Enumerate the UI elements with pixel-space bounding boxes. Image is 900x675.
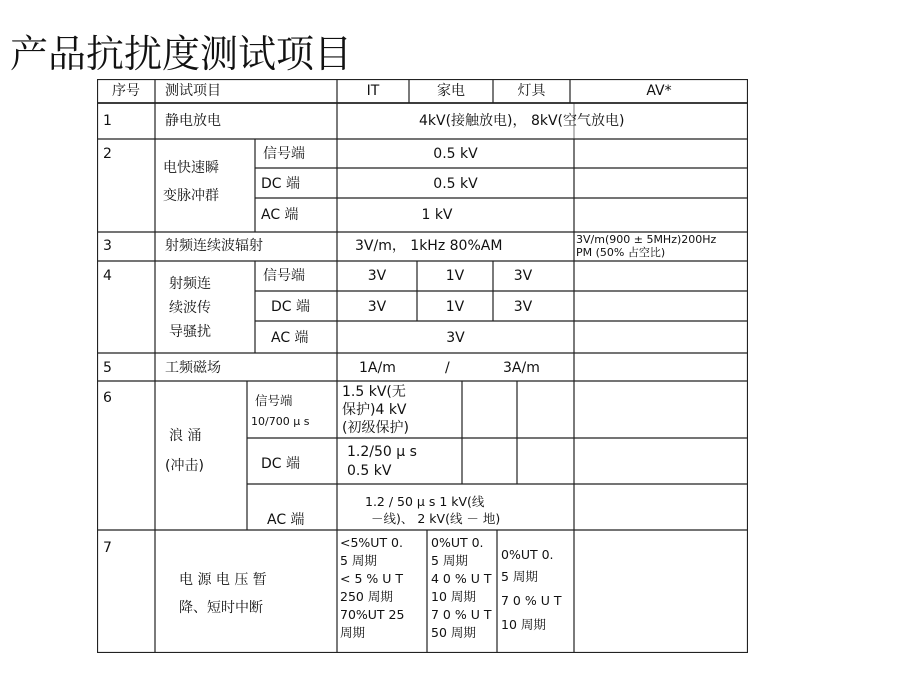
row7-light-line4: 10 周期 [501, 617, 546, 632]
row4-no: 4 [103, 268, 112, 284]
row5-no: 5 [103, 360, 112, 376]
row4-value-ac: 3V [446, 330, 465, 346]
row3-value: 3V/m， 1kHz 80%AM [355, 238, 503, 254]
row7-light-line1: 0%UT 0. [501, 547, 554, 562]
header-home: 家电 [437, 83, 465, 99]
row4-name-line2: 续波传 [169, 300, 211, 316]
row2-name-line1: 电快速瞬 [163, 160, 219, 176]
header-no: 序号 [112, 83, 140, 99]
row6-ac-line1: 1.2 / 50 μ s 1 kV(线 [365, 494, 485, 509]
row4-light-signal: 3V [513, 268, 533, 284]
row4-home-signal: 1V [445, 268, 465, 284]
row6-ac-line2: －线)、 2 kV(线 － 地) [371, 511, 501, 526]
row7-home-line1: 0%UT 0. [431, 535, 484, 550]
row6-port-ac: AC 端 [267, 512, 305, 528]
row4-name-line3: 导骚扰 [169, 324, 211, 340]
row2-no: 2 [103, 146, 112, 162]
row7-it-line5: 70%UT 25 [340, 607, 405, 622]
row1-name: 静电放电 [165, 113, 221, 129]
row5-light: 3A/m [503, 360, 540, 376]
row2-value-signal: 0.5 kV [433, 146, 478, 162]
row6-signal-line2: 保护)4 kV [342, 402, 407, 418]
row6-port-signal-waveform: 10/700 μ s [251, 415, 310, 428]
row4-home-dc: 1V [445, 299, 465, 315]
row7-home-line2: 5 周期 [431, 553, 468, 568]
row2-value-ac: 1 kV [421, 207, 453, 223]
row7-home-line3: 4 0 % U T [431, 571, 492, 586]
row5-it: 1A/m [359, 360, 396, 376]
row3-no: 3 [103, 238, 112, 254]
row6-port-dc: DC 端 [261, 456, 301, 472]
row6-signal-line1: 1.5 kV(无 [342, 384, 406, 400]
row7-it-line4: 250 周期 [340, 589, 393, 604]
header-it: IT [366, 83, 380, 99]
row7-home-line4: 10 周期 [431, 589, 476, 604]
immunity-test-table [97, 79, 748, 653]
row7-light-line3: 7 0 % U T [501, 593, 562, 608]
row7-it-line3: < 5 % U T [340, 571, 403, 586]
row7-name-line2: 降、短时中断 [179, 600, 263, 616]
row6-signal-line3: (初级保护) [342, 420, 409, 436]
row3-av-line1: 3V/m(900 ± 5MHz)200Hz [576, 233, 717, 246]
row6-dc-line1: 1.2/50 μ s [347, 444, 417, 460]
row2-port-signal: 信号端 [263, 146, 305, 162]
row2-port-dc: DC 端 [261, 176, 301, 192]
row6-name-line1: 浪 涌 [169, 428, 202, 444]
row4-light-dc: 3V [513, 299, 533, 315]
row7-light-line2: 5 周期 [501, 569, 538, 584]
row6-port-signal: 信号端 [255, 393, 293, 408]
header-av: AV* [646, 83, 672, 99]
row3-name: 射频连续波辐射 [165, 238, 263, 254]
header-light: 灯具 [517, 83, 546, 99]
row7-it-line6: 周期 [340, 625, 366, 640]
row4-port-dc: DC 端 [271, 299, 311, 315]
row1-no: 1 [103, 113, 112, 129]
row4-it-dc: 3V [367, 299, 387, 315]
row1-value: 4kV(接触放电)， 8kV(空气放电) [419, 113, 625, 129]
row4-it-signal: 3V [367, 268, 387, 284]
row7-name-line1: 电 源 电 压 暂 [179, 572, 267, 588]
row5-home: / [445, 360, 450, 376]
row6-name-line2: (冲击) [165, 458, 204, 474]
row5-name: 工频磁场 [165, 360, 221, 376]
row7-it-line2: 5 周期 [340, 553, 377, 568]
row6-no: 6 [103, 390, 112, 406]
page-title: 产品抗扰度测试项目 [10, 32, 353, 76]
row2-name-line2: 变脉冲群 [163, 188, 219, 204]
row7-home-line6: 50 周期 [431, 625, 476, 640]
row6-dc-line2: 0.5 kV [347, 463, 392, 479]
row2-value-dc: 0.5 kV [433, 176, 478, 192]
row4-name-line1: 射频连 [169, 276, 211, 292]
row4-port-ac: AC 端 [271, 330, 309, 346]
row7-it-line1: <5%UT 0. [340, 535, 403, 550]
row4-port-signal: 信号端 [263, 268, 305, 284]
row3-av-line2: PM (50% 占空比) [576, 246, 666, 259]
row2-port-ac: AC 端 [261, 207, 299, 223]
header-item: 测试项目 [165, 83, 221, 99]
row7-no: 7 [103, 540, 112, 556]
row7-home-line5: 7 0 % U T [431, 607, 492, 622]
